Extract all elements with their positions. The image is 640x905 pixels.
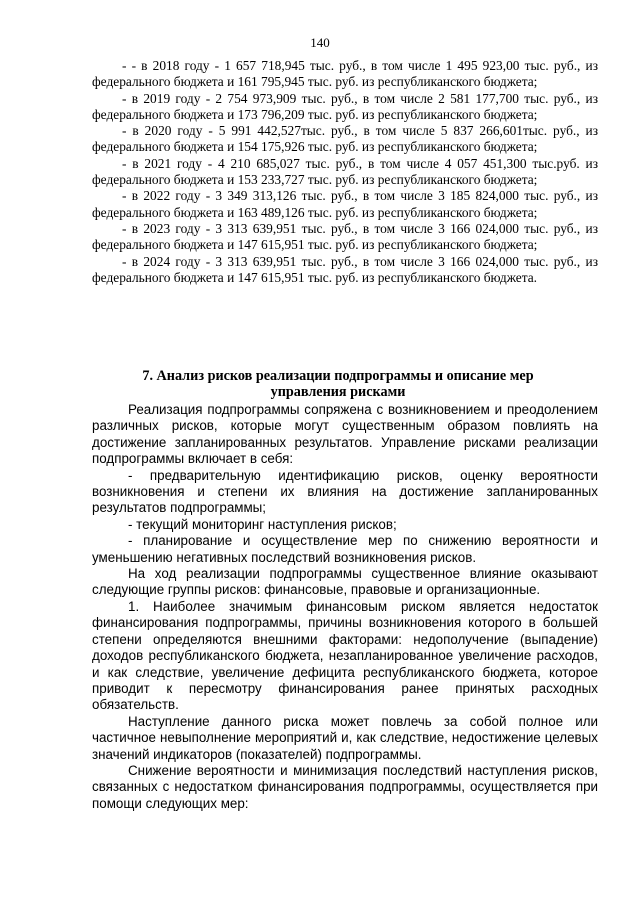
page-number: 140 xyxy=(310,35,330,50)
paragraph-risk-groups: На ход реализации подпрограммы существенное влияние оказывают следующие группы рисков: финансовые, правовые и организационные. xyxy=(92,566,598,598)
paragraph-consequences: Наступление данного риска может повлечь за собой полное или частичное невыполнение мероприятий и, как следствие, недостижение целевых значений индикаторов (показателей) подпрограммы. xyxy=(92,713,598,762)
paragraph-monitoring: - текущий мониторинг наступления рисков; xyxy=(128,516,397,532)
section-body xyxy=(92,402,598,812)
budget-item-2021: - в 2021 году - 4 210 685,027 тыс. руб., в том числе 4 057 451,300 тыс.руб. из федерального бюджета и 153 233,727 тыс. руб. из республиканского бюджета; xyxy=(92,155,598,188)
budget-item-2020: - в 2020 году - 5 991 442,527тыс. руб., в том числе 5 837 266,601тыс. руб., из федерального бюджета и 154 175,926 тыс. руб. из республиканского бюджета; xyxy=(92,123,598,155)
paragraph-identification: - предварительную идентификацию рисков, оценку вероятности возникновения и степени их влияния на достижение запланированных результатов подпрограммы; xyxy=(92,467,598,516)
section-heading: 7. Анализ рисков реализации подпрограммы и описание мер управления рисками xyxy=(142,368,534,400)
budget-item-2023: - в 2023 году - 3 313 639,951 тыс. руб., в том числе 3 166 024,000 тыс. руб., из федерального бюджета и 147 615,951 тыс. руб. из республиканского бюджета; xyxy=(92,220,598,253)
paragraph-intro: Реализация подпрограммы сопряжена с возникновением и преодолением различных рисков, которые могут существенным образом повлиять на достижение запланированных результатов. Управление рисками реализации подпрограммы включает в себя: xyxy=(92,402,598,467)
budget-item-2022: - в 2022 году - 3 349 313,126 тыс. руб., в том числе 3 185 824,000 тыс. руб., из федерального бюджета и 163 489,126 тыс. руб. из республиканского бюджета; xyxy=(92,188,598,220)
paragraph-financial-risk: 1. Наиболее значимым финансовым риском является недостаток финансирования подпрограммы, причины возникновения которого в большей степени определяются внешними факторами: недополучение (выпадение) доходов республиканского бюджета, незапланированное увеличение расходов, и как следствие, увеличение дефицита республиканского бюджета, которое приводит к пересмотру финансирования ранее принятых расходных обязательств. xyxy=(92,598,598,713)
budget-list xyxy=(92,58,598,286)
budget-item-2024: - в 2024 году - 3 313 639,951 тыс. руб., в том числе 3 166 024,000 тыс. руб., из федерального бюджета и 147 615,951 тыс. руб. из республиканского бюджета. xyxy=(92,253,598,285)
paragraph-planning: - планирование и осуществление мер по снижению вероятности и уменьшению негативных последствий возникновения рисков. xyxy=(92,533,598,565)
budget-item-2019: - в 2019 году - 2 754 973,909 тыс. руб., в том числе 2 581 177,700 тыс. руб., из федерального бюджета и 173 796,209 тыс. руб. из республиканского бюджета; xyxy=(92,90,598,122)
paragraph-mitigation: Снижение вероятности и минимизация последствий наступления рисков, связанных с недостатком финансирования подпрограммы, осуществляется при помощи следующих мер: xyxy=(92,762,598,811)
budget-item-2018: - - в 2018 году - 1 657 718,945 тыс. руб., в том числе 1 495 923,00 тыс. руб., из федерального бюджета и 161 795,945 тыс. руб. из республиканского бюджета; xyxy=(92,58,598,90)
